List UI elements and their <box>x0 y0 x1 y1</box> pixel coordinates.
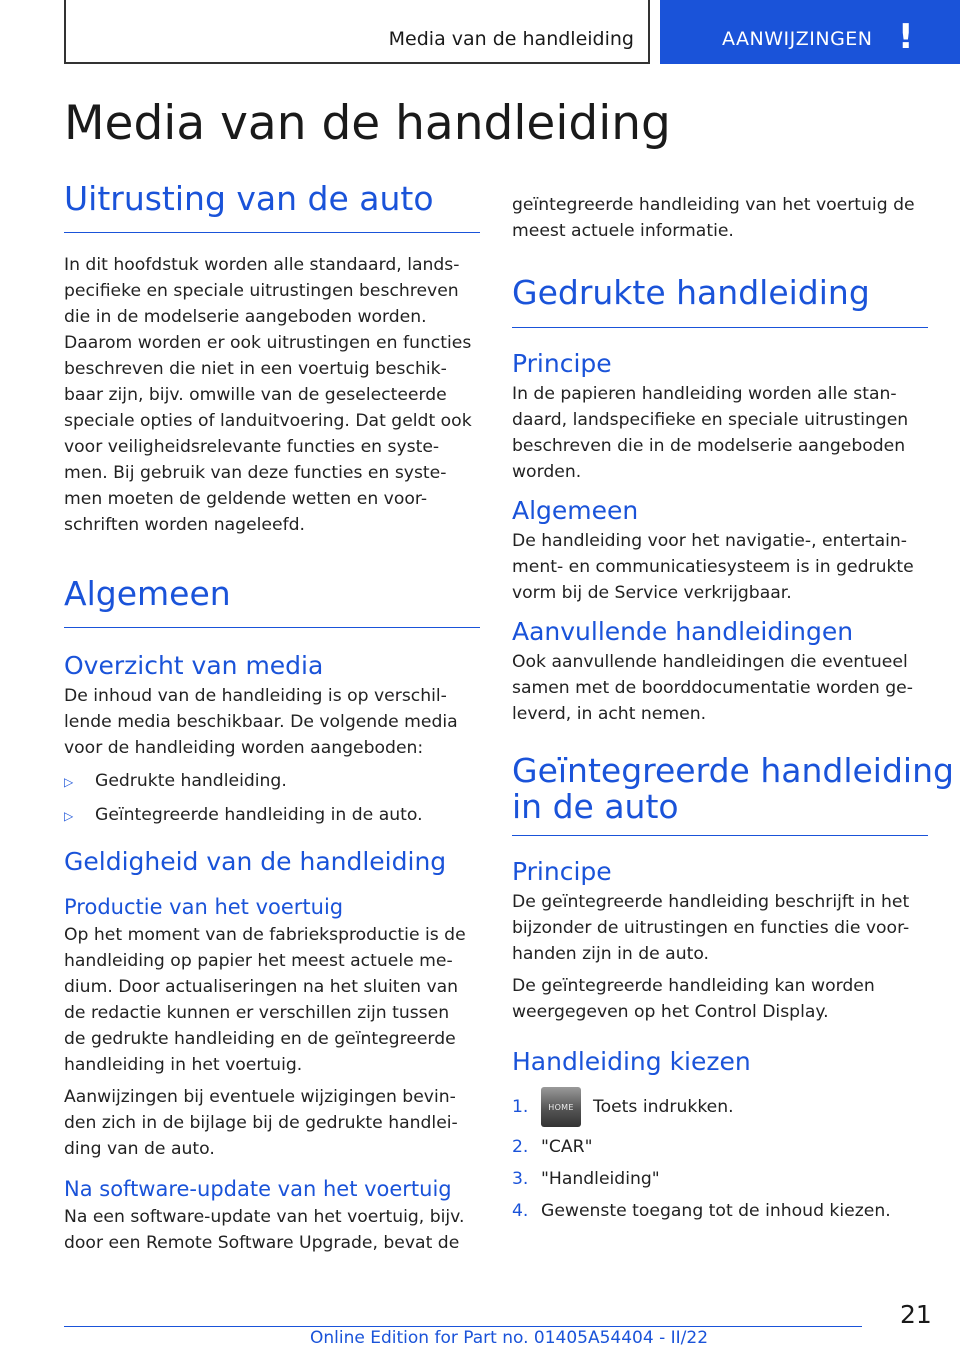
paragraph-control-display: De geïntegreerde handleiding kan worden weergegeven op het Control Display. <box>512 976 875 1022</box>
paragraph-principe-2: De geïntegreerde handleiding beschrijft in het bijzonder de uitrustingen en functies die voor- handen zijn in de auto. <box>512 892 910 964</box>
list-item: ▷ Gedrukte handleiding. <box>64 768 480 795</box>
paragraph-aanwijzingen: Aanwijzingen bij eventuele wijzigingen bevin- den zich in de bijlage bij de gedrukte handlei- ding van de auto. <box>64 1087 458 1159</box>
paragraph-uitrusting: In dit hoofdstuk worden alle standaard, lands- pecifieke en speciale uitrustingen beschreven die in de modelserie aangeboden worden. Daarom worden er ook uitrustingen en functies beschreven die niet in een voertuig beschik- baar zijn, bijv. omwille van de geselecteerde speciale opties of landuitvoering. Dat geldt ook voor veiligheidsrelevante functies en syste- men. Bij gebruik van deze functies en syste- men moeten de geldende wetten en voor- schriften worden nageleefd. <box>64 255 472 535</box>
paragraph-software-update: Na een software-update van het voertuig, bijv. door een Remote Software Upgrade, bevat de <box>64 1207 465 1253</box>
subheading-algemeen: Algemeen <box>512 496 639 525</box>
list-item: 3. "Handleiding" <box>512 1169 660 1189</box>
heading-geintegreerde-handleiding: Geïntegreerde handleiding in de auto <box>512 753 928 836</box>
section-tab-label: AANWIJZINGEN <box>722 28 873 50</box>
section-tab <box>660 0 960 64</box>
footer-divider <box>64 1326 862 1327</box>
subheading-software-update: Na software-update van het voertuig <box>64 1177 452 1201</box>
subheading-aanvullende: Aanvullende handleidingen <box>512 617 854 646</box>
subheading-geldigheid: Geldigheid van de handleiding <box>64 847 447 876</box>
paragraph-productie: Op het moment van de fabrieksproductie is de handleiding op papier het meest actuele me- dium. Door actualiseringen na het sluiten van de redactie kunnen er verschillen zijn tussen de gedrukte handleiding en de geïntegreerde handleiding in het voertuig. <box>64 925 466 1075</box>
header-box <box>64 0 650 64</box>
paragraph-aanvullende: Ook aanvullende handleidingen die eventueel samen met de boorddocumentatie worden ge- leverd, in acht nemen. <box>512 652 913 724</box>
subheading-principe-2: Principe <box>512 857 612 886</box>
page-title: Media van de handleiding <box>64 96 671 151</box>
subheading-handleiding-kiezen: Handleiding kiezen <box>512 1047 751 1076</box>
paragraph-algemeen: De handleiding voor het navigatie-, entertain- ment- en communicatiesysteem is in gedrukte vorm bij de Service verkrijgbaar. <box>512 531 914 603</box>
header-title: Media van de handleiding <box>388 28 634 50</box>
left-column <box>64 180 480 1256</box>
triangle-bullet-icon: ▷ <box>64 775 74 789</box>
list-item: 2. "CAR" <box>512 1137 593 1157</box>
list-item: ▷ Geïntegreerde handleiding in de auto. <box>64 802 480 829</box>
subheading-productie: Productie van het voertuig <box>64 895 344 919</box>
list-item: 1. HOME Toets indrukken. <box>512 1085 928 1129</box>
right-column <box>512 180 954 1224</box>
paragraph-principe: In de papieren handleiding worden alle stan- daard, landspecifieke en speciale uitrustingen beschreven die in de modelserie aangeboden worden. <box>512 384 909 482</box>
heading-algemeen: Algemeen <box>64 575 480 628</box>
triangle-bullet-icon: ▷ <box>64 809 74 823</box>
list-item: 4. Gewenste toegang tot de inhoud kiezen. <box>512 1201 891 1221</box>
subheading-overzicht: Overzicht van media <box>64 651 324 680</box>
home-button-icon: HOME <box>541 1087 581 1127</box>
paragraph-continued: geïntegreerde handleiding van het voertuig de meest actuele informatie. <box>512 195 915 241</box>
exclamation-icon: ! <box>898 17 914 57</box>
subheading-principe: Principe <box>512 349 612 378</box>
heading-gedrukte-handleiding: Gedrukte handleiding <box>512 274 928 328</box>
page-number: 21 <box>900 1300 932 1329</box>
paragraph-overzicht: De inhoud van de handleiding is op verschil- lende media beschikbaar. De volgende media voor de handleiding worden aangeboden: <box>64 686 458 758</box>
heading-uitrusting: Uitrusting van de auto <box>64 180 480 233</box>
footer-edition: Online Edition for Part no. 01405A54404 - II/22 <box>310 1328 709 1348</box>
